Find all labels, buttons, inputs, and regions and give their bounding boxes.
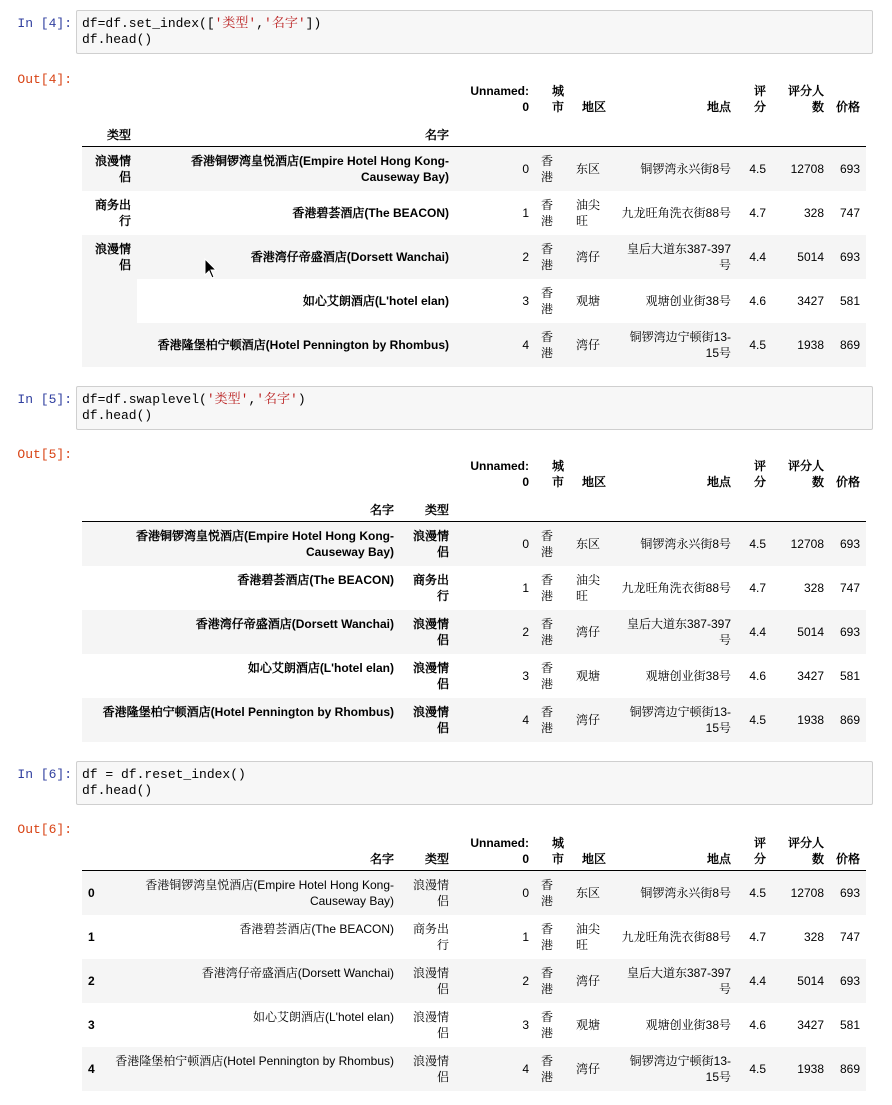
table-row — [82, 279, 866, 323]
header-blank — [772, 493, 830, 521]
table-cell: 香港隆堡柏宁顿酒店(Hotel Pennington by Rhombus) — [115, 1053, 394, 1068]
table-cell: 观塘创业街38号 — [645, 1017, 731, 1032]
table-cell: 观塘创业街38号 — [645, 293, 731, 308]
column-header[interactable]: 评分人数 — [787, 459, 824, 489]
table-row — [82, 1047, 866, 1091]
table-cell: 皇后大道东387-397号 — [626, 965, 731, 996]
index-name-row — [82, 118, 866, 146]
header-blank — [772, 118, 830, 146]
table-cell: 12708 — [790, 885, 824, 900]
table-row — [82, 915, 866, 959]
table-cell: 观塘 — [576, 293, 601, 308]
table-cell: 693 — [839, 624, 860, 639]
input-prompt: In [4]: — [17, 16, 72, 31]
header-row — [82, 80, 866, 118]
table-cell: 湾仔 — [576, 973, 601, 988]
table-cell: 香港 — [541, 572, 554, 603]
header-blank — [137, 80, 455, 118]
table-cell: 东区 — [576, 885, 601, 900]
table-row — [82, 870, 866, 915]
code-line — [82, 408, 867, 424]
table-cell: 香港 — [541, 1053, 554, 1084]
table-cell: 香港铜锣湾皇悦酒店(Empire Hotel Hong Kong-Causeway Bay) — [145, 877, 394, 908]
table-row — [82, 610, 866, 654]
code-token: df=df.set_index([ — [82, 16, 215, 31]
code-line — [82, 16, 867, 32]
table-cell: 693 — [839, 973, 860, 988]
column-header[interactable]: 评分 — [737, 830, 772, 870]
table-cell: 4.5 — [749, 337, 766, 352]
column-header[interactable]: 地点 — [612, 830, 737, 870]
row-index: 香港碧荟酒店(The BEACON) — [292, 205, 449, 220]
header-blank — [455, 493, 535, 521]
column-header[interactable]: 地区 — [581, 475, 606, 489]
table-cell: 5014 — [797, 624, 824, 639]
column-header[interactable]: 类型 — [400, 830, 455, 870]
code-token: ) — [297, 392, 306, 407]
dataframe-table — [82, 80, 866, 367]
row-index: 香港隆堡柏宁顿酒店(Hotel Pennington by Rhombus) — [102, 704, 394, 719]
table-cell: 油尖旺 — [576, 921, 601, 952]
table-cell: 香港 — [541, 528, 554, 559]
table-cell: 581 — [839, 293, 860, 308]
row-index: 浪漫情侣 — [412, 704, 449, 735]
table-cell: 油尖旺 — [576, 197, 601, 228]
column-header[interactable]: Unnamed: 0 — [470, 84, 529, 114]
code-token: '名字' — [256, 392, 298, 407]
table-cell: 747 — [839, 929, 860, 944]
table-cell: 2 — [522, 624, 529, 639]
column-header[interactable]: Unnamed: 0 — [470, 459, 529, 489]
column-header[interactable]: 价格 — [836, 475, 861, 489]
code-token: df=df.swaplevel( — [82, 392, 207, 407]
header-blank — [612, 118, 737, 146]
table-cell: 747 — [839, 580, 860, 595]
header-blank — [535, 118, 570, 146]
table-cell: 九龙旺角洗衣街88号 — [621, 580, 731, 595]
code-token: , — [248, 392, 257, 407]
dataframe-table — [82, 830, 866, 1091]
row-index: 商务出行 — [412, 572, 449, 603]
table-cell: 观塘 — [576, 1017, 601, 1032]
table-cell: 香港 — [541, 285, 554, 316]
header-blank — [455, 118, 535, 146]
table-row — [82, 323, 866, 367]
table-cell: 湾仔 — [576, 624, 601, 639]
table-cell: 铜锣湾永兴街8号 — [640, 885, 731, 900]
code-token: '类型' — [214, 16, 257, 31]
mouse-cursor-icon — [204, 258, 218, 283]
table-cell: 2 — [522, 249, 529, 264]
table-cell: 693 — [839, 536, 860, 551]
table-cell: 328 — [803, 205, 824, 220]
row-index: 香港隆堡柏宁顿酒店(Hotel Pennington by Rhombus) — [157, 337, 449, 352]
row-index: 2 — [88, 973, 95, 988]
table-cell: 869 — [839, 337, 860, 352]
table-cell: 香港 — [541, 241, 554, 272]
header-blank — [82, 455, 400, 493]
row-index: 香港铜锣湾皇悦酒店(Empire Hotel Hong Kong-Causeway Bay) — [136, 528, 394, 559]
input-prompt: In [5]: — [17, 392, 72, 407]
table-cell: 1938 — [797, 337, 824, 352]
column-header[interactable]: Unnamed: 0 — [455, 830, 535, 870]
table-row — [82, 521, 866, 566]
code-line — [82, 783, 867, 799]
row-index: 浪漫情侣 — [94, 153, 131, 184]
column-header[interactable]: 城市 — [535, 830, 570, 870]
table-cell: 1 — [522, 580, 529, 595]
column-header[interactable]: 名字 — [105, 830, 400, 870]
table-cell: 0 — [522, 161, 529, 176]
table-cell: 4.5 — [749, 885, 766, 900]
table-cell: 0 — [522, 885, 529, 900]
header-blank — [830, 493, 866, 521]
table-cell: 869 — [839, 712, 860, 727]
table-cell: 581 — [839, 668, 860, 683]
table-cell: 4 — [522, 712, 529, 727]
table-cell: 香港 — [541, 197, 554, 228]
table-cell: 12708 — [790, 536, 824, 551]
code-line — [82, 767, 867, 783]
table-cell: 湾仔 — [576, 337, 601, 352]
table-cell: 铜锣湾边宁顿街13-15号 — [629, 704, 731, 735]
header-blank — [570, 118, 612, 146]
table-cell: 浪漫情侣 — [412, 965, 449, 996]
row-index: 0 — [88, 885, 95, 900]
row-index: 4 — [88, 1061, 95, 1076]
table-cell: 1938 — [797, 1061, 824, 1076]
code-line — [82, 32, 867, 48]
table-cell: 铜锣湾边宁顿街13-15号 — [629, 1053, 731, 1084]
table-cell: 铜锣湾永兴街8号 — [640, 536, 731, 551]
code-cell-input[interactable] — [76, 10, 873, 54]
table-cell: 693 — [839, 885, 860, 900]
table-cell: 4 — [522, 337, 529, 352]
table-cell: 2 — [522, 973, 529, 988]
column-header[interactable]: 城市 — [551, 459, 564, 489]
row-index: 1 — [88, 929, 95, 944]
table-cell: 4 — [522, 1061, 529, 1076]
column-header[interactable]: 评分 — [753, 84, 766, 114]
row-index: 香港湾仔帝盛酒店(Dorsett Wanchai) — [250, 249, 449, 264]
code-cell-input[interactable] — [76, 386, 873, 430]
column-header[interactable]: 价格 — [836, 100, 861, 114]
table-cell: 观塘 — [576, 668, 601, 683]
output-prompt: Out[4]: — [17, 72, 72, 87]
table-cell: 商务出行 — [412, 921, 449, 952]
table-cell: 4.4 — [749, 249, 766, 264]
table-row — [82, 959, 866, 1003]
code-token: '类型' — [206, 392, 249, 407]
index-name: 类型 — [400, 493, 455, 521]
header-blank — [535, 493, 570, 521]
table-cell: 香港 — [541, 921, 554, 952]
table-cell: 4.5 — [749, 1061, 766, 1076]
table-cell: 4.7 — [749, 580, 766, 595]
table-cell: 铜锣湾边宁顿街13-15号 — [629, 329, 731, 360]
table-cell: 香港 — [541, 1009, 554, 1040]
column-header[interactable]: 地区 — [570, 830, 612, 870]
row-index: 香港铜锣湾皇悦酒店(Empire Hotel Hong Kong-Causeway Bay) — [191, 153, 449, 184]
table-cell: 4.4 — [749, 973, 766, 988]
table-cell: 香港 — [541, 153, 554, 184]
table-cell: 香港湾仔帝盛酒店(Dorsett Wanchai) — [201, 965, 394, 980]
header-row — [82, 455, 866, 493]
table-cell: 皇后大道东387-397号 — [626, 616, 731, 647]
column-header[interactable]: 评分 — [753, 459, 766, 489]
table-cell: 4.6 — [749, 293, 766, 308]
dataframe-table — [82, 455, 866, 742]
table-cell: 香港 — [541, 704, 554, 735]
table-cell: 4.6 — [749, 668, 766, 683]
header-blank — [737, 118, 772, 146]
column-header[interactable]: 城市 — [551, 84, 564, 114]
code-token: ]) — [305, 16, 322, 31]
header-blank — [570, 493, 612, 521]
table-row — [82, 698, 866, 742]
code-token: , — [256, 16, 265, 31]
index-name-row — [82, 493, 866, 521]
table-row — [82, 146, 866, 191]
column-header[interactable]: 地点 — [706, 100, 731, 114]
row-index: 3 — [88, 1017, 95, 1032]
column-header[interactable]: 地点 — [706, 475, 731, 489]
header-blank — [612, 493, 737, 521]
table-cell: 东区 — [576, 536, 601, 551]
table-cell: 328 — [803, 929, 824, 944]
code-token: df.head() — [82, 783, 153, 798]
table-cell: 4.5 — [749, 536, 766, 551]
table-cell: 5014 — [797, 973, 824, 988]
input-prompt: In [6]: — [17, 767, 72, 782]
table-cell: 4.7 — [749, 205, 766, 220]
column-header[interactable]: 地区 — [581, 100, 606, 114]
table-cell: 5014 — [797, 249, 824, 264]
table-cell: 693 — [839, 161, 860, 176]
table-cell: 香港 — [541, 329, 554, 360]
row-index: 香港碧荟酒店(The BEACON) — [237, 572, 394, 587]
output-prompt: Out[6]: — [17, 822, 72, 837]
table-cell: 328 — [803, 580, 824, 595]
row-index: 浪漫情侣 — [412, 528, 449, 559]
table-cell: 皇后大道东387-397号 — [626, 241, 731, 272]
table-cell: 香港 — [541, 616, 554, 647]
column-header[interactable]: 价格 — [830, 830, 866, 870]
table-cell: 4.4 — [749, 624, 766, 639]
row-index: 浪漫情侣 — [412, 660, 449, 691]
index-name: 名字 — [137, 118, 455, 146]
table-cell: 湾仔 — [576, 1061, 601, 1076]
table-cell: 12708 — [790, 161, 824, 176]
index-name: 类型 — [82, 118, 137, 146]
table-cell: 香港 — [541, 660, 554, 691]
table-row — [82, 191, 866, 235]
table-cell: 九龙旺角洗衣街88号 — [621, 929, 731, 944]
table-cell: 4.7 — [749, 929, 766, 944]
row-index: 商务出行 — [94, 197, 131, 228]
table-cell: 香港碧荟酒店(The BEACON) — [239, 921, 394, 936]
table-cell: 湾仔 — [576, 249, 601, 264]
table-cell: 3427 — [797, 668, 824, 683]
table-cell: 1 — [522, 929, 529, 944]
table-cell: 浪漫情侣 — [412, 877, 449, 908]
table-cell: 如心艾朗酒店(L'hotel elan) — [252, 1009, 394, 1024]
column-header[interactable]: 评分人数 — [787, 84, 824, 114]
table-cell: 1 — [522, 205, 529, 220]
header-row — [82, 830, 866, 870]
table-cell: 香港 — [541, 965, 554, 996]
table-cell: 4.5 — [749, 712, 766, 727]
code-token: df.head() — [82, 32, 153, 47]
table-cell: 观塘创业街38号 — [645, 668, 731, 683]
table-cell: 581 — [839, 1017, 860, 1032]
row-index: 如心艾朗酒店(L'hotel elan) — [247, 660, 394, 675]
table-cell: 3 — [522, 293, 529, 308]
table-cell: 浪漫情侣 — [412, 1009, 449, 1040]
table-cell: 4.6 — [749, 1017, 766, 1032]
table-cell: 九龙旺角洗衣街88号 — [621, 205, 731, 220]
header-blank — [737, 493, 772, 521]
output-prompt: Out[5]: — [17, 447, 72, 462]
table-row — [82, 566, 866, 610]
index-name: 名字 — [82, 493, 400, 521]
row-index: 浪漫情侣 — [82, 235, 137, 367]
table-row — [82, 1003, 866, 1047]
table-cell: 747 — [839, 205, 860, 220]
header-blank — [400, 455, 455, 493]
table-cell: 3 — [522, 668, 529, 683]
row-index: 香港湾仔帝盛酒店(Dorsett Wanchai) — [195, 616, 394, 631]
table-cell: 4.5 — [749, 161, 766, 176]
row-index: 浪漫情侣 — [412, 616, 449, 647]
table-cell: 0 — [522, 536, 529, 551]
code-cell-input[interactable] — [76, 761, 873, 805]
table-cell: 浪漫情侣 — [412, 1053, 449, 1084]
table-cell: 东区 — [576, 161, 601, 176]
table-cell: 3 — [522, 1017, 529, 1032]
code-token: df = df.reset_index() — [82, 767, 246, 782]
table-cell: 869 — [839, 1061, 860, 1076]
table-row — [82, 235, 866, 279]
header-blank — [830, 118, 866, 146]
table-cell: 湾仔 — [576, 712, 601, 727]
header-blank — [82, 830, 105, 870]
row-index: 如心艾朗酒店(L'hotel elan) — [302, 293, 449, 308]
table-cell: 油尖旺 — [576, 572, 601, 603]
table-row — [82, 654, 866, 698]
header-blank — [82, 80, 137, 118]
table-cell: 3427 — [797, 1017, 824, 1032]
table-cell: 693 — [839, 249, 860, 264]
table-cell: 香港 — [541, 877, 554, 908]
table-cell: 1938 — [797, 712, 824, 727]
column-header[interactable]: 评分人数 — [772, 830, 830, 870]
code-token: '名字' — [264, 16, 306, 31]
table-cell: 3427 — [797, 293, 824, 308]
table-cell: 铜锣湾永兴街8号 — [640, 161, 731, 176]
code-token: df.head() — [82, 408, 153, 423]
code-line — [82, 392, 867, 408]
